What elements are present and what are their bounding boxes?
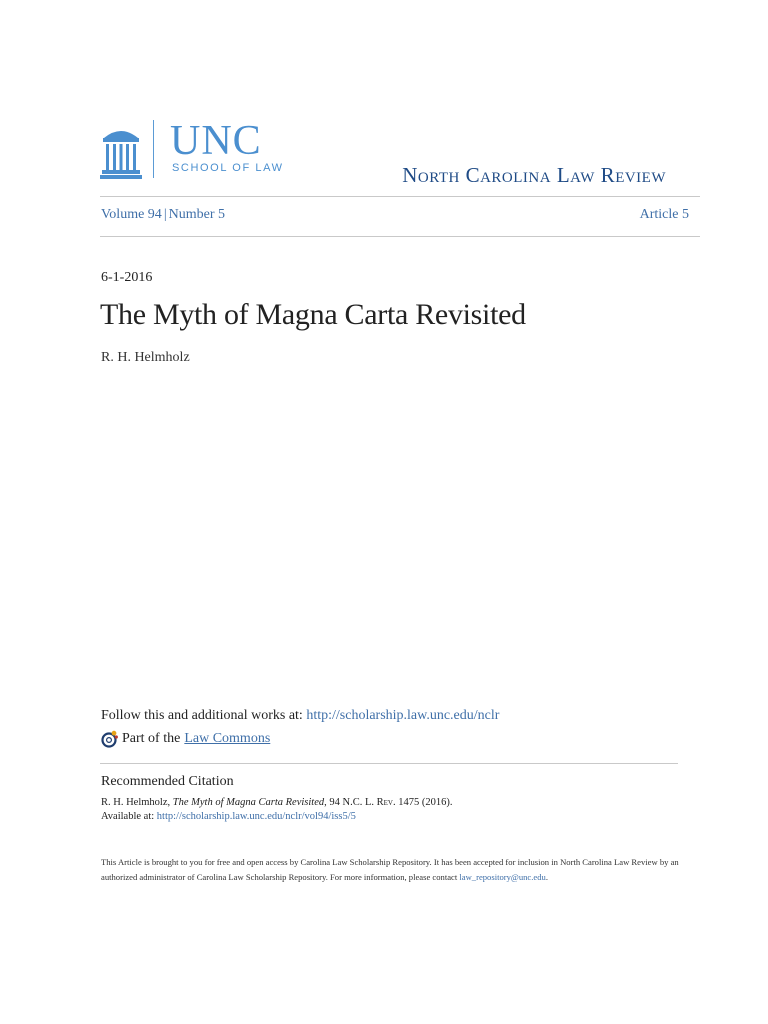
repository-email-link[interactable]: law_repository@unc.edu <box>459 872 546 882</box>
citation-title: The Myth of Magna Carta Revisited <box>172 797 325 808</box>
number-link[interactable]: Number 5 <box>168 207 226 222</box>
law-commons-link[interactable]: Law Commons <box>184 731 271 746</box>
available-prefix: Available at: <box>101 811 157 822</box>
divider <box>100 196 700 197</box>
available-url-link[interactable]: http://scholarship.law.unc.edu/nclr/vol94/iss5/5 <box>156 811 356 822</box>
old-well-icon <box>100 124 142 180</box>
follow-prefix: Follow this and additional works at: <box>101 708 307 723</box>
citation-available <box>101 810 452 824</box>
unc-logo <box>100 120 300 185</box>
divider <box>100 236 700 237</box>
part-prefix: Part of the <box>122 731 181 746</box>
volume-link[interactable]: Volume 94 <box>101 207 162 222</box>
logo-subtext: SCHOOL OF LAW <box>172 162 284 174</box>
bepress-network-icon <box>101 730 119 748</box>
divider <box>100 763 678 764</box>
access-notice <box>101 855 681 885</box>
citation-rev: Rev. <box>376 797 396 808</box>
notice-text: This Article is brought to you for free and open access by Carolina Law Scholarship Repository. It has been accepted for inclusion in North Carolina Law Review by an authorized administrator of Carolina Law Scholarship Repository. For more information, please contact <box>101 857 679 882</box>
meta-separator: | <box>163 207 167 222</box>
follow-line <box>101 708 499 724</box>
notice-end: . <box>545 872 548 882</box>
citation-rest-b: 1475 (2016). <box>395 797 453 808</box>
journal-title[interactable]: North Carolina Law Review <box>402 163 666 187</box>
citation-heading: Recommended Citation <box>101 774 234 789</box>
volume-number <box>101 207 225 223</box>
logo-divider <box>153 120 154 178</box>
logo-wordmark: UNC <box>170 118 262 164</box>
article-author[interactable]: R. H. Helmholz <box>101 350 190 365</box>
article-title: The Myth of Magna Carta Revisited <box>100 298 526 331</box>
part-of-line <box>101 730 270 748</box>
citation-rest-a: , 94 N.C. L. <box>324 797 377 808</box>
follow-url-link[interactable]: http://scholarship.law.unc.edu/nclr <box>306 708 500 723</box>
citation-line <box>101 796 452 810</box>
publication-date: 6-1-2016 <box>101 270 153 285</box>
article-link[interactable]: Article 5 <box>639 207 689 222</box>
citation-author: R. H. Helmholz, <box>101 797 173 808</box>
citation-block <box>101 796 452 824</box>
